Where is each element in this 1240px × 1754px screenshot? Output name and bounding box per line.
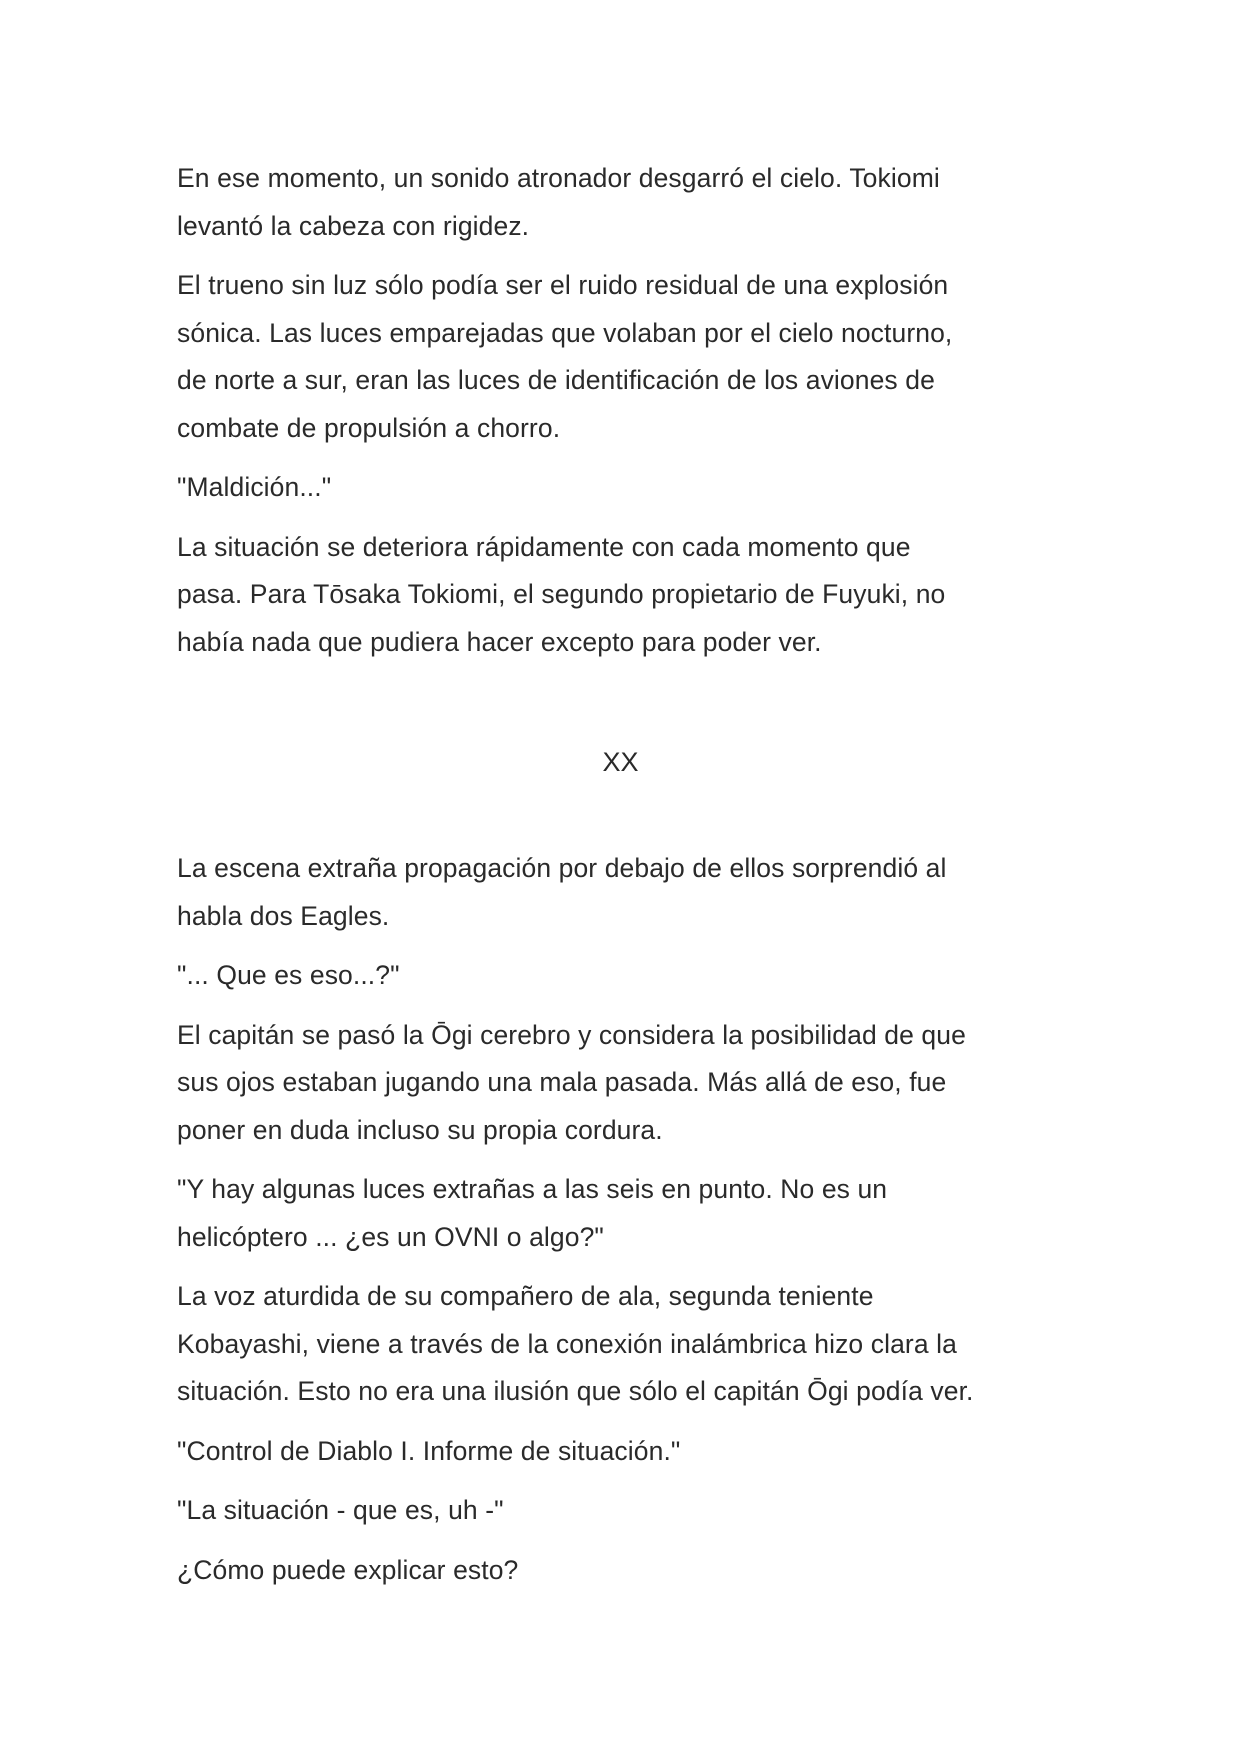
- paragraph: [177, 155, 1077, 250]
- text-line: había nada que pudiera hacer excepto para poder ver.: [177, 626, 822, 657]
- paragraph: [177, 1012, 1077, 1155]
- text-line: situación. Esto no era una ilusión que sólo el capitán Ōgi podía ver.: [177, 1376, 974, 1406]
- paragraph: [177, 524, 1077, 667]
- text-section-1: [177, 155, 1077, 666]
- text-line: La voz aturdida de su compañero de ala, segunda teniente: [177, 1281, 874, 1311]
- paragraph: [177, 952, 1077, 1000]
- text-line: "La situación - que es, uh -": [177, 1495, 504, 1525]
- text-line: levantó la cabeza con rigidez.: [177, 210, 530, 241]
- text-section-2: [177, 845, 1077, 1594]
- paragraph: [177, 1487, 1077, 1535]
- paragraph: [177, 845, 1077, 940]
- text-line: El trueno sin luz sólo podía ser el ruido residual de una explosión: [177, 270, 949, 300]
- text-line: pasa. Para Tōsaka Tokiomi, el segundo propietario de Fuyuki, no: [177, 579, 946, 609]
- paragraph: [177, 1547, 1077, 1595]
- text-line: "Y hay algunas luces extrañas a las seis en punto. No es un: [177, 1174, 888, 1204]
- text-line: "Maldición...": [177, 472, 332, 502]
- text-line: combate de propulsión a chorro.: [177, 412, 561, 443]
- text-line: La escena extraña propagación por debajo de ellos sorprendió al: [177, 853, 947, 883]
- text-line: ¿Cómo puede explicar esto?: [177, 1554, 519, 1585]
- text-line: poner en duda incluso su propia cordura.: [177, 1114, 663, 1145]
- text-line: Kobayashi, viene a través de la conexión inalámbrica hizo clara la: [177, 1328, 957, 1359]
- text-line: "... Que es eso...?": [177, 960, 400, 990]
- text-line: de norte a sur, eran las luces de identificación de los aviones de: [177, 365, 935, 395]
- text-line: En ese momento, un sonido atronador desgarró el cielo. Tokiomi: [177, 163, 940, 193]
- text-line: helicóptero ... ¿es un OVNI o algo?": [177, 1221, 604, 1252]
- paragraph: [177, 1428, 1077, 1476]
- section-divider-text: XX: [602, 747, 639, 777]
- paragraph: [177, 262, 1077, 452]
- text-line: El capitán se pasó la Ōgi cerebro y considera la posibilidad de que: [177, 1019, 966, 1050]
- text-line: habla dos Eagles.: [177, 900, 390, 931]
- text-line: sónica. Las luces emparejadas que volaban por el cielo nocturno,: [177, 317, 953, 348]
- paragraph: [177, 1273, 1077, 1416]
- text-line: sus ojos estaban jugando una mala pasada. Más allá de eso, fue: [177, 1067, 947, 1097]
- text-line: "Control de Diablo I. Informe de situación.": [177, 1435, 681, 1466]
- paragraph: [177, 464, 1077, 512]
- section-divider: [0, 740, 1240, 784]
- text-line: La situación se deteriora rápidamente con cada momento que: [177, 531, 911, 562]
- paragraph: [177, 1166, 1077, 1261]
